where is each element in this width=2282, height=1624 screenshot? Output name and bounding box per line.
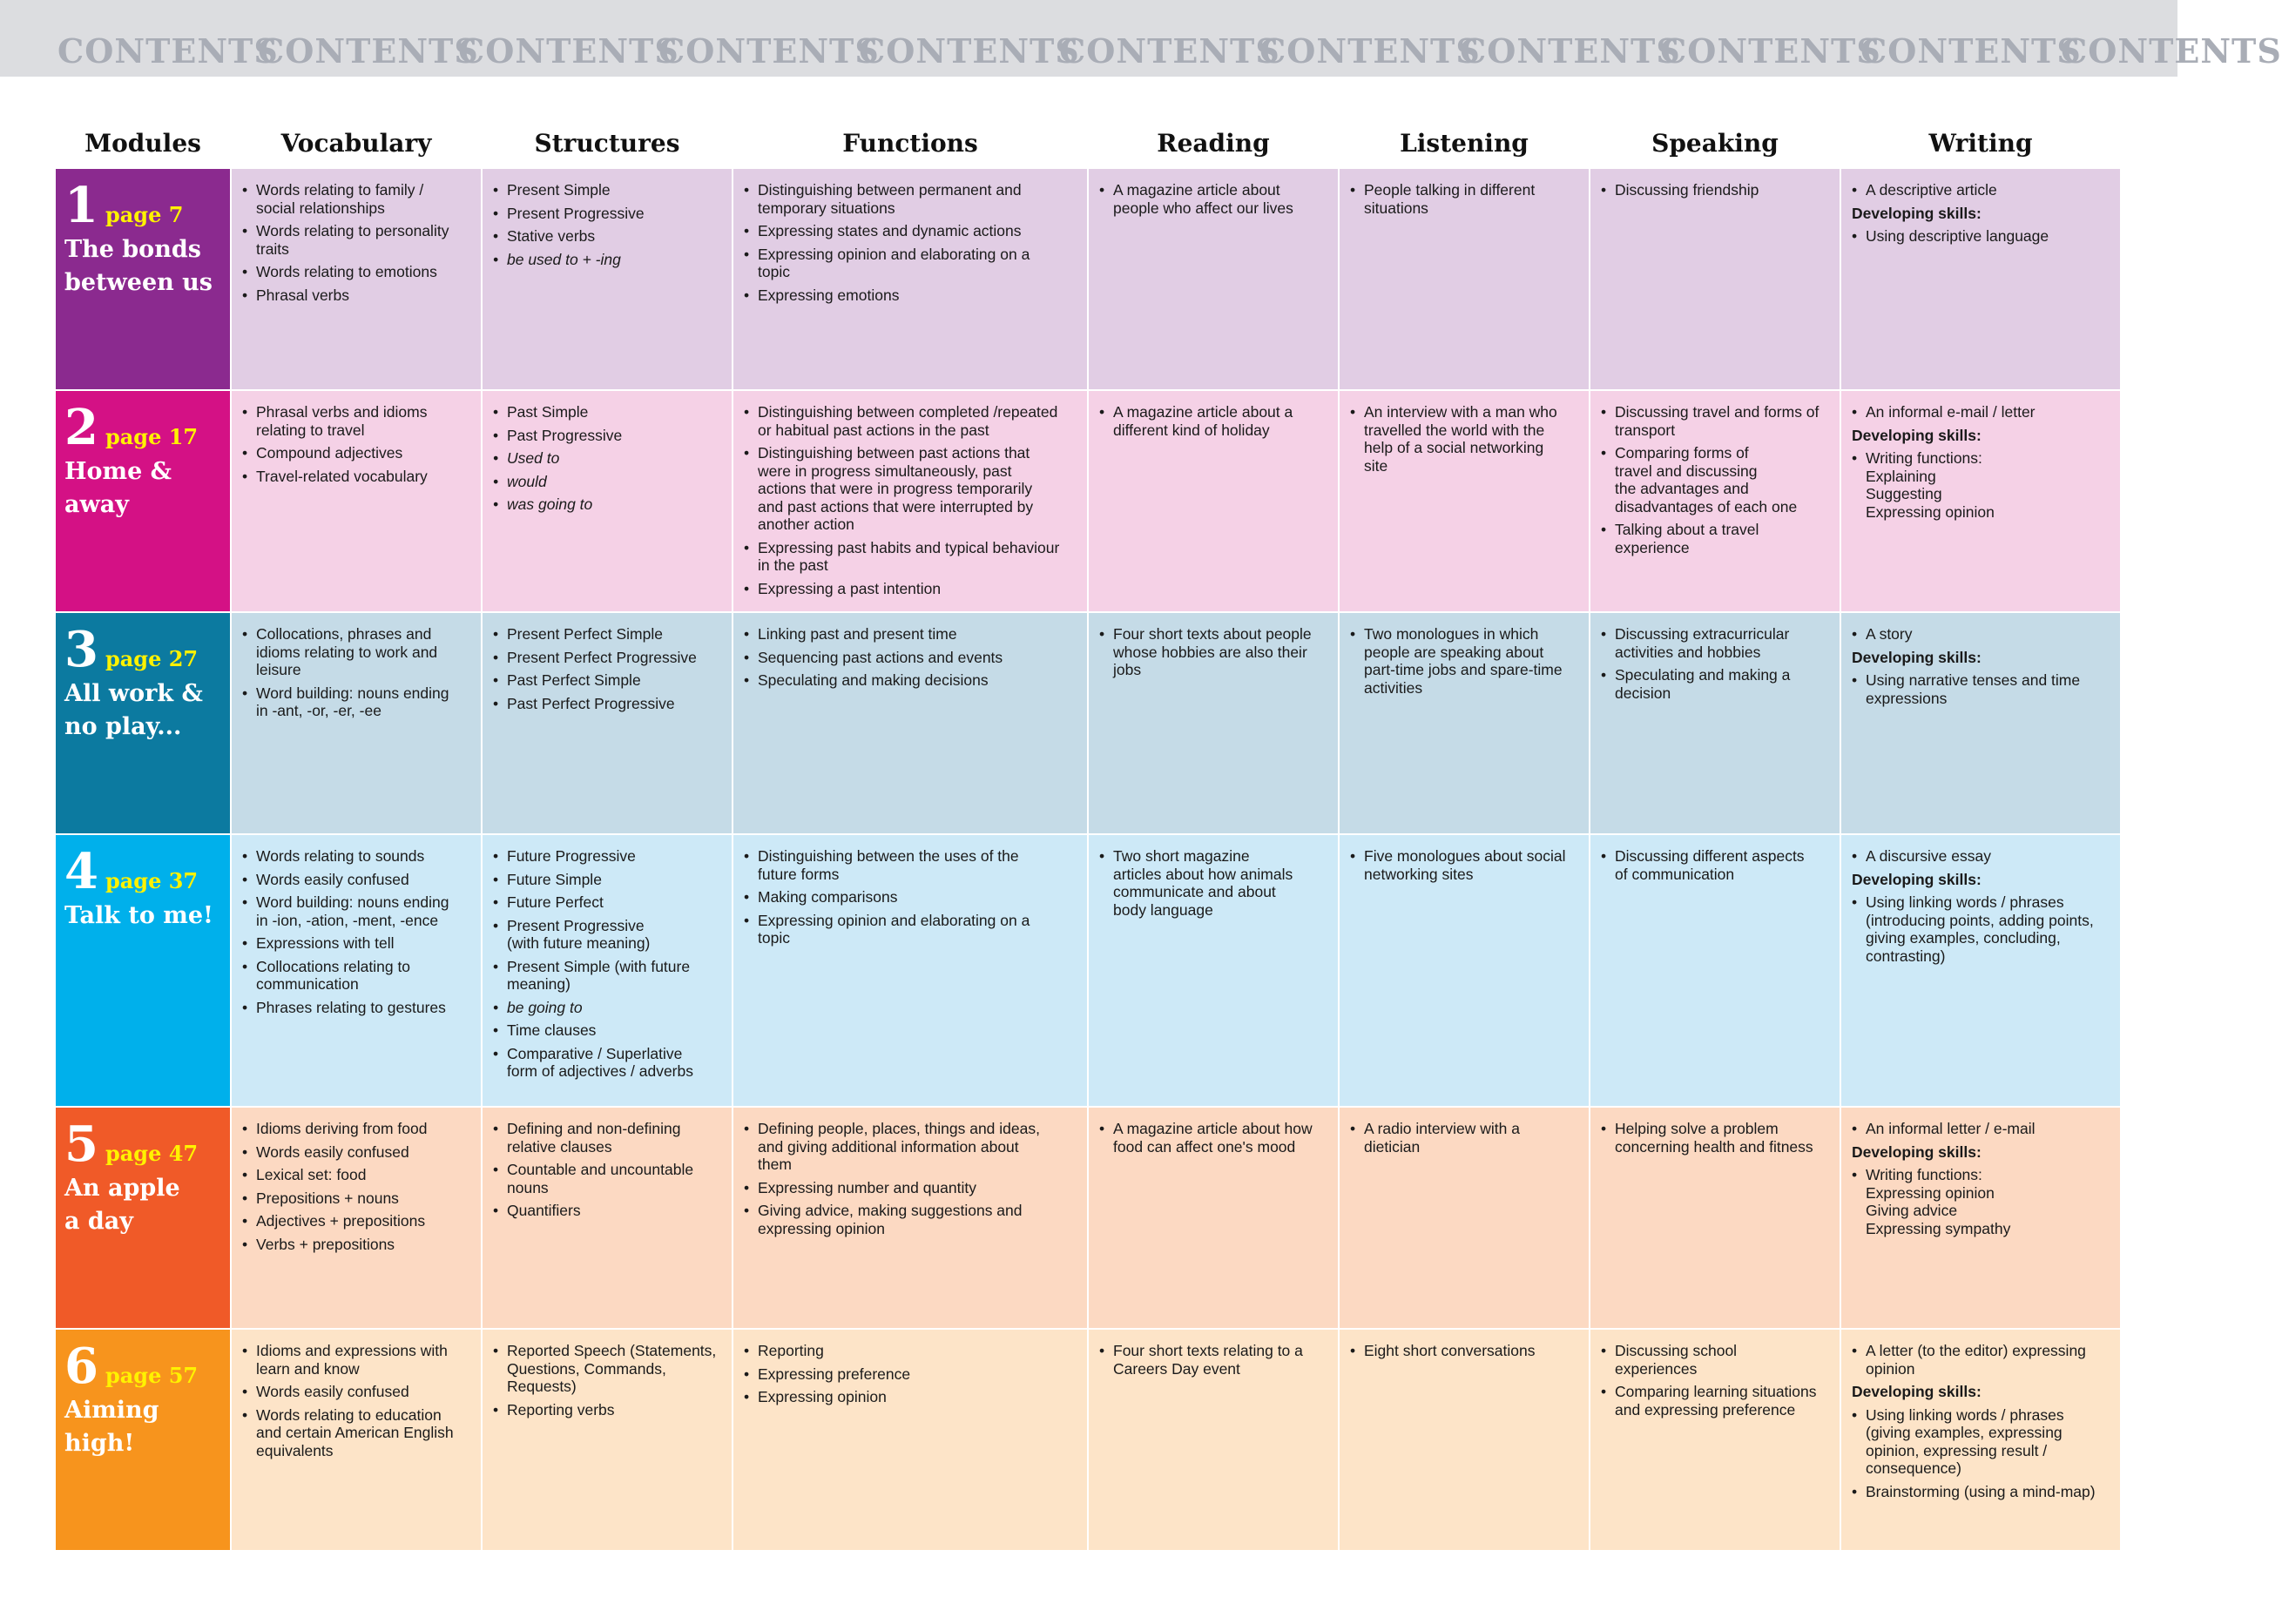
list-item: • Reported Speech (Statements, Questions, Commands, Requests): [493, 1342, 723, 1396]
functions-cell: [733, 613, 1087, 833]
list-item: • Speculating and making decisions: [744, 671, 1078, 690]
header-functions: Functions: [842, 129, 978, 158]
list-item: • Expressing number and quantity: [744, 1179, 1078, 1197]
list-item: • Discussing school experiences: [1601, 1342, 1831, 1378]
header-vocabulary: Vocabulary: [280, 129, 432, 158]
list-item: • A magazine article about people who affect our lives: [1099, 181, 1329, 217]
list-item: • A magazine article about a different kind of holiday: [1099, 403, 1329, 439]
module-number: 4: [64, 843, 98, 900]
header-structures: Structures: [534, 129, 680, 158]
item-list: [493, 1342, 723, 1418]
module-number: 1: [64, 177, 98, 234]
list-item: • An informal e-mail / letter: [1852, 403, 2111, 421]
list-item: • Future Progressive: [493, 847, 723, 866]
list-item: • Prepositions + nouns: [242, 1189, 472, 1208]
list-item: • Past Progressive: [493, 427, 723, 445]
list-item: • Words relating to education and certain American English equivalents: [242, 1406, 472, 1460]
item-list: [242, 625, 472, 720]
reading-cell: [1089, 1108, 1338, 1328]
list-item: • A descriptive article: [1852, 181, 2111, 199]
list-item: • Four short texts relating to a Careers Day event: [1099, 1342, 1329, 1378]
item-list: [242, 403, 472, 485]
list-item: • Expressing states and dynamic actions: [744, 222, 1078, 240]
writing-cell: [1841, 1330, 2120, 1550]
item-list: [744, 181, 1078, 304]
item-list: [1350, 1120, 1580, 1156]
list-item: • Discussing friendship: [1601, 181, 1831, 199]
writing-cell: [1841, 1108, 2120, 1328]
item-list: [242, 1120, 472, 1253]
speaking-cell: [1590, 169, 1840, 389]
item-list: [493, 181, 723, 268]
header-listening: Listening: [1400, 129, 1529, 158]
list-item: • Phrasal verbs: [242, 286, 472, 305]
list-item: • Time clauses: [493, 1021, 723, 1040]
module-row-4: [56, 835, 2120, 1106]
item-list: [1350, 847, 1580, 883]
list-item: • A magazine article about how food can affect one's mood: [1099, 1120, 1329, 1156]
item-list: [744, 1342, 1078, 1406]
item-list: [1852, 625, 2111, 644]
item-list: [744, 847, 1078, 947]
item-list: [1099, 403, 1329, 439]
module-label-2: [56, 391, 230, 611]
item-list: [493, 625, 723, 712]
list-item: • Phrasal verbs and idioms relating to travel: [242, 403, 472, 439]
banner-word: CONTENTS: [1460, 31, 1681, 71]
module-label-5: [56, 1108, 230, 1328]
list-item: • Talking about a travel experience: [1601, 521, 1831, 556]
module-title: All work & no play...: [64, 680, 203, 740]
item-list: [744, 403, 1078, 597]
list-item: • Words relating to sounds: [242, 847, 472, 866]
list-item: • Using narrative tenses and time expressions: [1852, 671, 2111, 707]
list-item: • Using linking words / phrases (introducing points, adding points, giving examples, concluding, contrasting): [1852, 893, 2111, 965]
writing-cell: [1841, 169, 2120, 389]
list-item: • Distinguishing between permanent and temporary situations: [744, 181, 1078, 217]
item-list: [1601, 847, 1831, 883]
item-list: [1852, 181, 2111, 199]
developing-skills-label: Developing skills:: [1852, 648, 1982, 666]
list-item: • Discussing different aspects of communication: [1601, 847, 1831, 883]
banner-word: CONTENTS: [1259, 31, 1481, 71]
item-list: [1601, 403, 1831, 556]
list-item: • Linking past and present time: [744, 625, 1078, 644]
banner-word: CONTENTS: [458, 31, 679, 71]
module-title: The bonds between us: [64, 236, 213, 296]
item-list: [744, 625, 1078, 690]
list-item: • Expressing emotions: [744, 286, 1078, 305]
list-item: • A story: [1852, 625, 2111, 644]
banner-word: CONTENTS: [1059, 31, 1280, 71]
module-row-3: [56, 613, 2120, 833]
item-list: [1852, 1342, 2111, 1378]
module-page-link[interactable]: page 37: [105, 868, 199, 893]
list-item: • Four short texts about people whose hobbies are also their jobs: [1099, 625, 1329, 679]
list-item: • Distinguishing between the uses of the future forms: [744, 847, 1078, 883]
list-item: • be used to + -ing: [493, 251, 723, 269]
module-page-link[interactable]: page 27: [105, 646, 199, 671]
banner-word: CONTENTS: [57, 31, 279, 71]
structures-cell: [483, 1108, 732, 1328]
list-item: • A discursive essay: [1852, 847, 2111, 866]
list-item: • Two monologues in which people are speaking about part-time jobs and spare-time activities: [1350, 625, 1580, 697]
list-item: • Two short magazine articles about how animals communicate and about body language: [1099, 847, 1329, 919]
header-writing: Writing: [1928, 129, 2033, 158]
list-item: • Using descriptive language: [1852, 227, 2111, 246]
list-item: • be going to: [493, 999, 723, 1017]
structures-cell: [483, 169, 732, 389]
reading-cell: [1089, 1330, 1338, 1550]
list-item: • An informal letter / e-mail: [1852, 1120, 2111, 1138]
writing-cell: [1841, 613, 2120, 833]
list-item: • Writing functions: Expressing opinion Giving advice Expressing sympathy: [1852, 1166, 2111, 1237]
list-item: • Distinguishing between past actions that were in progress simultaneously, past actions that were in progress temporarily and past actions that were interrupted by another action: [744, 444, 1078, 534]
developing-skills-label: Developing skills:: [1852, 1142, 1982, 1161]
banner-word: CONTENTS: [859, 31, 1080, 71]
module-page-link[interactable]: page 47: [105, 1141, 199, 1166]
list-item: • Words easily confused: [242, 1383, 472, 1401]
list-item: • Discussing extracurricular activities and hobbies: [1601, 625, 1831, 661]
module-row-6: [56, 1330, 2120, 1550]
list-item: • Present Perfect Progressive: [493, 649, 723, 667]
list-item: • Expressing a past intention: [744, 580, 1078, 598]
list-item: • Words relating to personality traits: [242, 222, 472, 258]
item-list: [1099, 1120, 1329, 1156]
list-item: • Stative verbs: [493, 227, 723, 246]
module-label-1: [56, 169, 230, 389]
list-item: • Present Progressive (with future meaning): [493, 917, 723, 953]
list-item: • Discussing travel and forms of transport: [1601, 403, 1831, 439]
list-item: • Expressing opinion and elaborating on a topic: [744, 246, 1078, 281]
list-item: • Five monologues about social networking sites: [1350, 847, 1580, 883]
speaking-cell: [1590, 391, 1840, 611]
speaking-cell: [1590, 613, 1840, 833]
item-list: [1852, 1120, 2111, 1138]
list-item: • Speculating and making a decision: [1601, 666, 1831, 702]
listening-cell: [1340, 1108, 1589, 1328]
item-list: [242, 847, 472, 1016]
item-list: [493, 403, 723, 514]
module-label-6: [56, 1330, 230, 1550]
header-reading: Reading: [1157, 129, 1270, 158]
list-item: • Collocations relating to communication: [242, 958, 472, 994]
item-list: [1852, 227, 2111, 246]
list-item: • Brainstorming (using a mind-map): [1852, 1483, 2111, 1501]
item-list: [1852, 671, 2111, 707]
vocabulary-cell: [232, 169, 481, 389]
module-number: 3: [64, 621, 98, 678]
listening-cell: [1340, 169, 1589, 389]
functions-cell: [733, 1108, 1087, 1328]
item-list: [1601, 1120, 1831, 1156]
item-list: [1601, 1342, 1831, 1418]
list-item: • Helping solve a problem concerning health and fitness: [1601, 1120, 1831, 1156]
banner-word: CONTENTS: [2061, 31, 2282, 71]
functions-cell: [733, 835, 1087, 1106]
item-list: [242, 181, 472, 304]
developing-skills-label: Developing skills:: [1852, 870, 1982, 888]
structures-cell: [483, 835, 732, 1106]
item-list: [1601, 181, 1831, 199]
item-list: [242, 1342, 472, 1459]
list-item: • Future Simple: [493, 871, 723, 889]
item-list: [1099, 847, 1329, 919]
list-item: • Sequencing past actions and events: [744, 649, 1078, 667]
listening-cell: [1340, 1330, 1589, 1550]
list-item: • Past Perfect Progressive: [493, 695, 723, 713]
list-item: • Word building: nouns ending in -ion, -ation, -ment, -ence: [242, 893, 472, 929]
list-item: • Comparing learning situations and expressing preference: [1601, 1383, 1831, 1418]
list-item: • Expressing opinion and elaborating on a topic: [744, 912, 1078, 947]
list-item: • Reporting: [744, 1342, 1078, 1360]
banner-word: CONTENTS: [1860, 31, 2082, 71]
item-list: [1099, 1342, 1329, 1378]
item-list: [1852, 403, 2111, 421]
list-item: • Defining people, places, things and ideas, and giving additional information about them: [744, 1120, 1078, 1174]
list-item: • Lexical set: food: [242, 1166, 472, 1184]
list-item: • Collocations, phrases and idioms relating to work and leisure: [242, 625, 472, 679]
list-item: • Quantifiers: [493, 1202, 723, 1220]
list-item: • Present Perfect Simple: [493, 625, 723, 644]
banner-word: CONTENTS: [658, 31, 880, 71]
module-row-5: [56, 1108, 2120, 1328]
list-item: • Travel-related vocabulary: [242, 468, 472, 486]
list-item: • Idioms deriving from food: [242, 1120, 472, 1138]
list-item: • Expressing past habits and typical behaviour in the past: [744, 539, 1078, 575]
item-list: [1350, 1342, 1580, 1360]
list-item: • Adjectives + prepositions: [242, 1212, 472, 1230]
speaking-cell: [1590, 1330, 1840, 1550]
item-list: [1852, 847, 2111, 866]
reading-cell: [1089, 169, 1338, 389]
list-item: • Present Simple: [493, 181, 723, 199]
vocabulary-cell: [232, 391, 481, 611]
list-item: • was going to: [493, 495, 723, 514]
vocabulary-cell: [232, 613, 481, 833]
list-item: • Words relating to emotions: [242, 263, 472, 281]
list-item: • Countable and uncountable nouns: [493, 1161, 723, 1196]
module-number: 6: [64, 1338, 98, 1395]
speaking-cell: [1590, 835, 1840, 1106]
module-title: Home & away: [64, 458, 172, 518]
list-item: • Expressing opinion: [744, 1388, 1078, 1406]
list-item: • Writing functions: Explaining Suggesting Expressing opinion: [1852, 449, 2111, 521]
list-item: • Future Perfect: [493, 893, 723, 912]
module-page-link[interactable]: page 17: [105, 424, 199, 449]
list-item: • Reporting verbs: [493, 1401, 723, 1419]
item-list: [1099, 181, 1329, 217]
module-page-link[interactable]: page 57: [105, 1363, 199, 1388]
list-item: • Used to: [493, 449, 723, 468]
vocabulary-cell: [232, 1330, 481, 1550]
list-item: • Compound adjectives: [242, 444, 472, 462]
item-list: [1601, 625, 1831, 702]
list-item: • Present Simple (with future meaning): [493, 958, 723, 994]
list-item: • A letter (to the editor) expressing opinion: [1852, 1342, 2111, 1378]
header-speaking: Speaking: [1651, 129, 1779, 158]
listening-cell: [1340, 835, 1589, 1106]
list-item: • Words easily confused: [242, 871, 472, 889]
item-list: [493, 1120, 723, 1220]
list-item: • Expressions with tell: [242, 934, 472, 953]
item-list: [1852, 893, 2111, 965]
writing-cell: [1841, 835, 2120, 1106]
list-item: • Past Perfect Simple: [493, 671, 723, 690]
speaking-cell: [1590, 1108, 1840, 1328]
module-title: Aiming high!: [64, 1397, 159, 1457]
list-item: • Idioms and expressions with learn and know: [242, 1342, 472, 1378]
item-list: [1099, 625, 1329, 679]
developing-skills-label: Developing skills:: [1852, 1383, 1982, 1400]
item-list: [1852, 1406, 2111, 1501]
list-item: • An interview with a man who travelled the world with the help of a social networking site: [1350, 403, 1580, 475]
list-item: • People talking in different situations: [1350, 181, 1580, 217]
list-item: • Using linking words / phrases (giving examples, expressing opinion, expressing result / consequence): [1852, 1406, 2111, 1478]
reading-cell: [1089, 835, 1338, 1106]
module-number: 2: [64, 399, 98, 456]
functions-cell: [733, 1330, 1087, 1550]
list-item: • Defining and non-defining relative clauses: [493, 1120, 723, 1156]
item-list: [1350, 625, 1580, 697]
list-item: • Phrases relating to gestures: [242, 999, 472, 1017]
list-item: • would: [493, 473, 723, 491]
list-item: • Eight short conversations: [1350, 1342, 1580, 1360]
listening-cell: [1340, 391, 1589, 611]
module-title: Talk to me!: [64, 902, 213, 929]
functions-cell: [733, 169, 1087, 389]
banner-word: CONTENTS: [1660, 31, 1881, 71]
item-list: [493, 847, 723, 1081]
structures-cell: [483, 613, 732, 833]
item-list: [1852, 1166, 2111, 1237]
structures-cell: [483, 1330, 732, 1550]
module-row-1: [56, 169, 2120, 389]
banner-word: CONTENTS: [258, 31, 479, 71]
item-list: [744, 1120, 1078, 1237]
list-item: • Words easily confused: [242, 1143, 472, 1162]
developing-skills-label: Developing skills:: [1852, 426, 1982, 444]
functions-cell: [733, 391, 1087, 611]
list-item: • Giving advice, making suggestions and expressing opinion: [744, 1202, 1078, 1237]
list-item: • Verbs + prepositions: [242, 1236, 472, 1254]
structures-cell: [483, 391, 732, 611]
list-item: • Distinguishing between completed /repeated or habitual past actions in the past: [744, 403, 1078, 439]
module-number: 5: [64, 1115, 98, 1173]
header-modules: Modules: [84, 129, 201, 158]
vocabulary-cell: [232, 1108, 481, 1328]
list-item: • Present Progressive: [493, 205, 723, 223]
reading-cell: [1089, 613, 1338, 833]
list-item: • Expressing preference: [744, 1365, 1078, 1384]
module-label-4: [56, 835, 230, 1106]
list-item: • Word building: nouns ending in -ant, -or, -er, -ee: [242, 684, 472, 720]
module-row-2: [56, 391, 2120, 611]
module-label-3: [56, 613, 230, 833]
item-list: [1350, 403, 1580, 475]
listening-cell: [1340, 613, 1589, 833]
list-item: • Comparing forms of travel and discussing the advantages and disadvantages of each one: [1601, 444, 1831, 516]
item-list: [1350, 181, 1580, 217]
contents-banner: [0, 0, 2282, 77]
reading-cell: [1089, 391, 1338, 611]
module-page-link[interactable]: page 7: [105, 202, 184, 227]
module-title: An apple a day: [64, 1175, 180, 1235]
list-item: • Making comparisons: [744, 888, 1078, 906]
list-item: • A radio interview with a dietician: [1350, 1120, 1580, 1156]
list-item: • Words relating to family / social relationships: [242, 181, 472, 217]
writing-cell: [1841, 391, 2120, 611]
list-item: • Past Simple: [493, 403, 723, 421]
developing-skills-label: Developing skills:: [1852, 204, 1982, 222]
vocabulary-cell: [232, 835, 481, 1106]
list-item: • Comparative / Superlative form of adjectives / adverbs: [493, 1045, 723, 1081]
item-list: [1852, 449, 2111, 521]
